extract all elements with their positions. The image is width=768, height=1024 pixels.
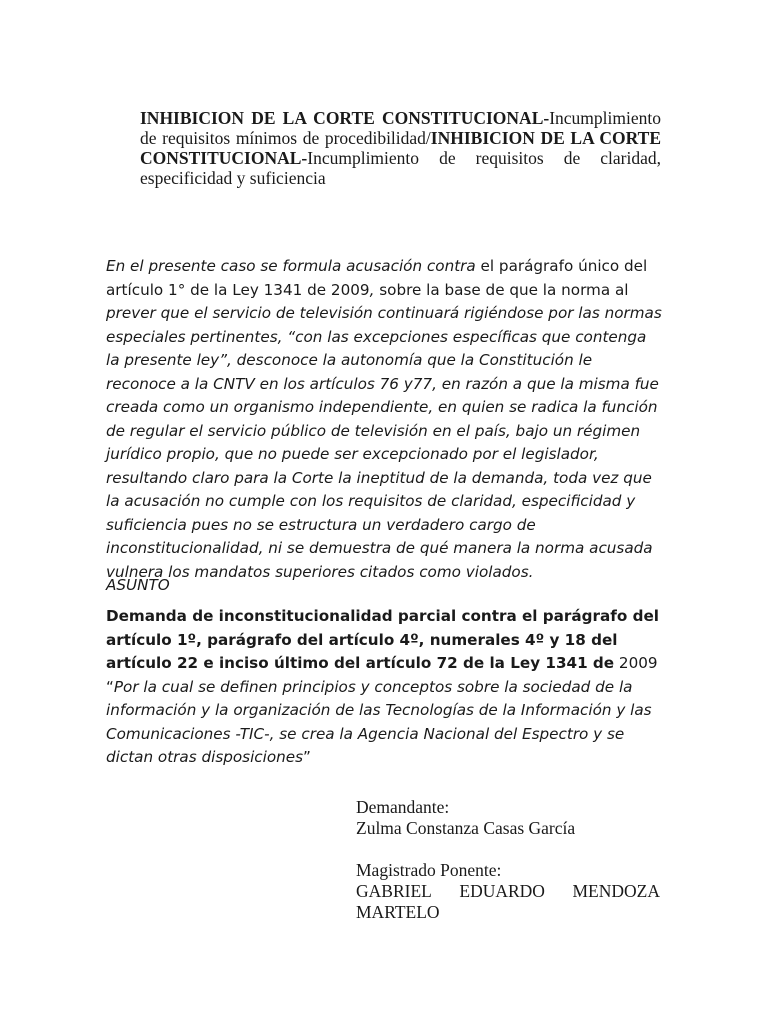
magistrado-name-word-1: GABRIEL [356,881,432,901]
heading-bold-1: INHIBICION DE LA CORTE CONSTITUCIONAL- [140,108,550,128]
demandante-block [356,797,660,839]
asunto-paragraph [106,605,662,770]
heading-text-2: Incumplimiento de requisitos de claridad, especificidad y suficiencia [140,148,661,188]
asunto-close: ” [303,748,311,766]
summary-paragraph [106,255,662,584]
asunto-italic: Por la cual se definen principios y conceptos sobre la sociedad de la información y la organización de las Tecnologías de la Información y las Comunicaciones -TIC-, se crea la Agencia Nacional del Espectro y se dictan otras disposiciones [106,677,652,766]
heading-bold-2: INHIBICION DE LA CORTE CONSTITUCIONAL- [140,128,661,168]
demandante-name: Zulma Constanza Casas García [356,818,576,838]
magistrado-block [356,860,660,923]
asunto-year: 2009 “ [106,654,658,696]
summary-part-3: , [369,280,380,299]
summary-part-5: prever que el servicio de televisión continuará rigiéndose por las normas especiales pertinentes, “con las excepciones específicas que contenga la presente ley”, desconoce la autonomía que la Constitución le reconoce a la CNTV en los artículos 76 y77, en razón a que la misma fue creada como un organismo independiente, en quien se radica la función de regular el servicio público de televisión en el país, bajo un régimen jurídico propio, que no puede ser excepcionado por el legislador, resultando claro para la Corte la ineptitud de la demanda, toda vez que la acusación no cumple con los requisitos de claridad, especificidad y suficiencia pues no se estructura un verdadero cargo de inconstitucionalidad, ni se demuestra de qué manera la norma acusada vulnera los mandatos superiores citados como violados. [106,304,662,581]
demandante-label: Demandante: [356,797,450,817]
magistrado-name-line [356,881,660,902]
magistrado-name-word-3: MENDOZA [572,881,660,901]
summary-part-2: el parágrafo único del artículo 1° de la Ley 1341 de 2009 [106,257,648,299]
summary-part-1: En el presente caso se formula acusación contra [106,257,481,275]
document-heading [140,108,661,188]
magistrado-label: Magistrado Ponente: [356,860,502,880]
magistrado-name-word-4: MARTELO [356,902,440,922]
asunto-bold: Demanda de inconstitucionalidad parcial contra el parágrafo del artículo 1º, parágrafo del artículo 4º, numerales 4º y 18 del artículo 22 e inciso último del artículo 72 de la Ley 1341 de [106,607,659,672]
heading-text-1: Incumplimiento de requisitos mínimos de procedibilidad/ [140,108,661,148]
asunto-label: ASUNTO [106,576,170,594]
summary-part-4: sobre la base de que la norma al [379,280,629,299]
magistrado-name-word-2: EDUARDO [459,881,545,901]
